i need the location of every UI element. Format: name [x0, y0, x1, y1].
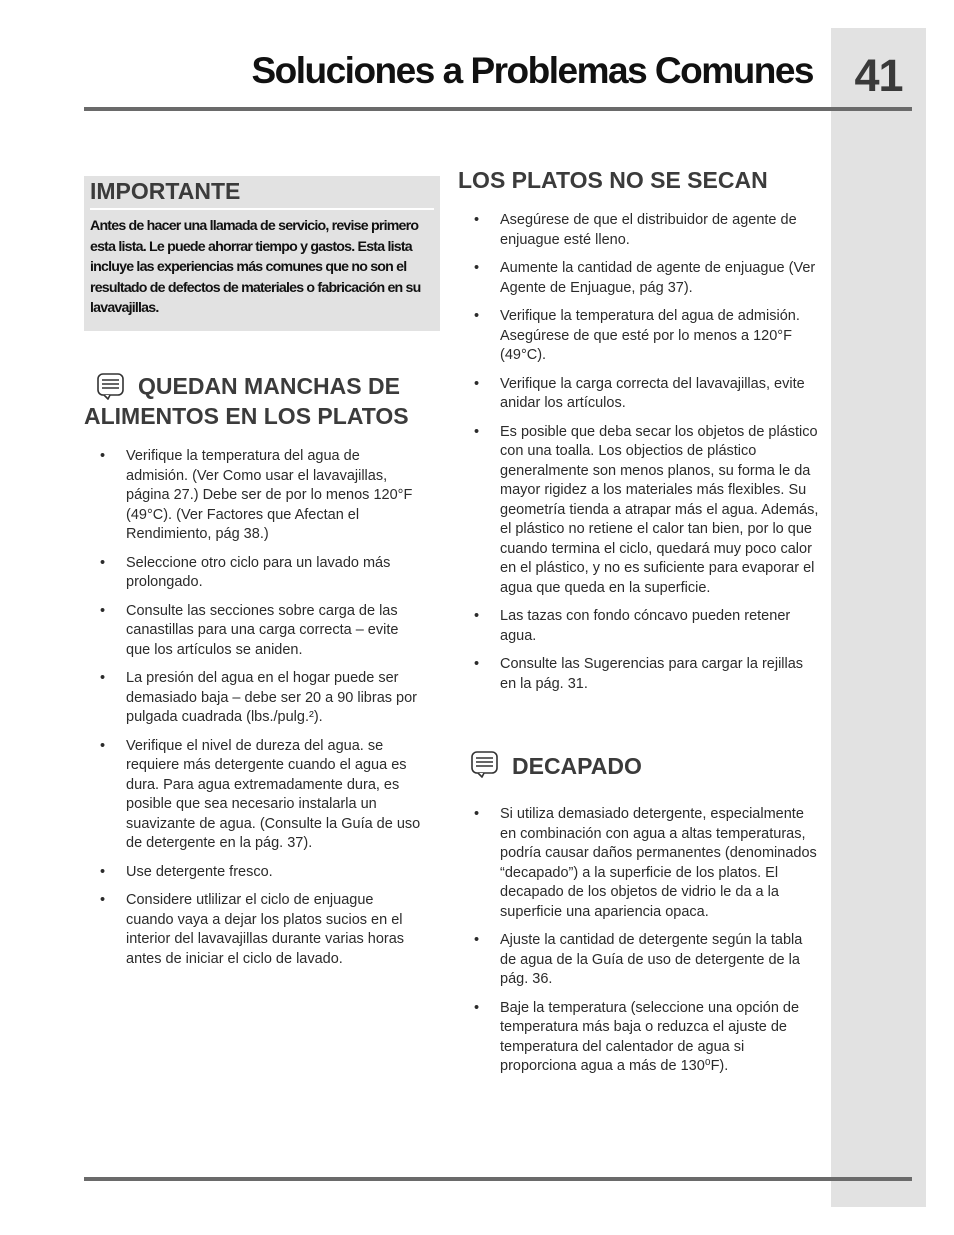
list-item: • Verifique la temperatura del agua de admisión. (Ver Como usar el lavavajillas, página 27.) Debe ser de por lo menos 120°F (49°C). (Ver Factores que Afectan el Rendimiento, pág 38.) [100, 447, 422, 545]
list-item: • Es posible que deba secar los objetos de plástico con una toalla. Los objectios de plástico generalmente son menos planos, su forma le da mayor rigidez a los materiales más flexibles. Su geometría tienda a atrapar más el agua. Además, el plástico no retiene el calor tan bien, por lo que cuando termina el ciclo, quedará muy poco calor en el plástico, y no es suficiente para evaporar el agua que queda en la superficie. [474, 423, 822, 599]
list-item: • Verifique la temperatura del agua de admisión. Asegúrese de que esté por lo menos a 120°F (49°C). [474, 307, 822, 366]
list-item: • Aumente la cantidad de agente de enjuague (Ver Agente de Enjuague, pág 37). [474, 259, 822, 298]
importante-box [84, 176, 440, 331]
list-item: • Verifique el nivel de dureza del agua. se requiere más detergente cuando el agua es dura. Para agua extremadamente dura, es posible que sea necesario instalarla un suavizante de agua. (Consulte la Guía de uso de detergente en la pág. 37). [100, 737, 422, 854]
manchas-title-line1: QUEDAN MANCHAS DE [138, 373, 400, 399]
list-item: • Baje la temperatura (seleccione una opción de temperatura más baja o reduzca el ajuste de temperatura del calentador de agua si proporciona agua a más de 130⁰F). [474, 999, 822, 1077]
notepad-icon [96, 372, 126, 400]
importante-text: Antes de hacer una llamada de servicio, revise primero esta lista. Le puede ahorrar tiempo y gastos. Esta lista incluye las experiencias más comunes que no son el resultado de defectos de materiales o fabricación en su lavavajillas. [90, 218, 421, 316]
list-item: • Asegúrese de que el distribuidor de agente de enjuague esté lleno. [474, 211, 822, 250]
list-item: • Considere utlilizar el ciclo de enjuague cuando vaya a dejar los platos sucios en el interior del lavavajillas durante varias horas antes de iniciar el ciclo de lavado. [100, 891, 422, 969]
list-item: • Use detergente fresco. [100, 863, 422, 883]
list-item: • Si utiliza demasiado detergente, especialmente en combinación con agua a altas temperaturas, podría causar daños permanentes (denominados “decapado”) a la superficie de los platos. El decapado de los objetos de vidrio le da a la superficie una apariencia opaca. [474, 805, 822, 922]
list-item: • Ajuste la cantidad de detergente según la tabla de agua de la Guía de uso de detergente de la pág. 36. [474, 931, 822, 990]
list-item: • Consulte las Sugerencias para cargar la rejillas en la pág. 31. [474, 655, 822, 694]
page-title: Soluciones a Problemas Comunes [251, 50, 813, 91]
decapado-heading [470, 752, 642, 782]
list-item: • Las tazas con fondo cóncavo pueden retener agua. [474, 607, 822, 646]
manchas-list [100, 447, 422, 978]
importante-heading: IMPORTANTE [90, 178, 434, 210]
manchas-heading [84, 372, 444, 431]
manchas-title-line2: ALIMENTOS EN LOS PLATOS [84, 402, 409, 429]
list-item: • Consulte las secciones sobre carga de las canastillas para una carga correcta – evite que los artículos se aniden. [100, 602, 422, 661]
list-item: • Verifique la carga correcta del lavavajillas, evite anidar los artículos. [474, 375, 822, 414]
secan-heading: LOS PLATOS NO SE SECAN [458, 167, 768, 193]
list-item: • Seleccione otro ciclo para un lavado más prolongado. [100, 554, 422, 593]
notepad-icon [470, 750, 500, 778]
decapado-list [474, 805, 822, 1086]
secan-list [474, 211, 822, 703]
list-item: • La presión del agua en el hogar puede ser demasiado baja – debe ser 20 a 90 libras por pulgada cuadrada (lbs./pulg.²). [100, 669, 422, 728]
page-sidebar [831, 28, 926, 1207]
decapado-title: DECAPADO [512, 753, 642, 779]
bottom-rule [84, 1177, 912, 1181]
top-rule [84, 107, 912, 111]
page-number: 41 [854, 50, 903, 101]
